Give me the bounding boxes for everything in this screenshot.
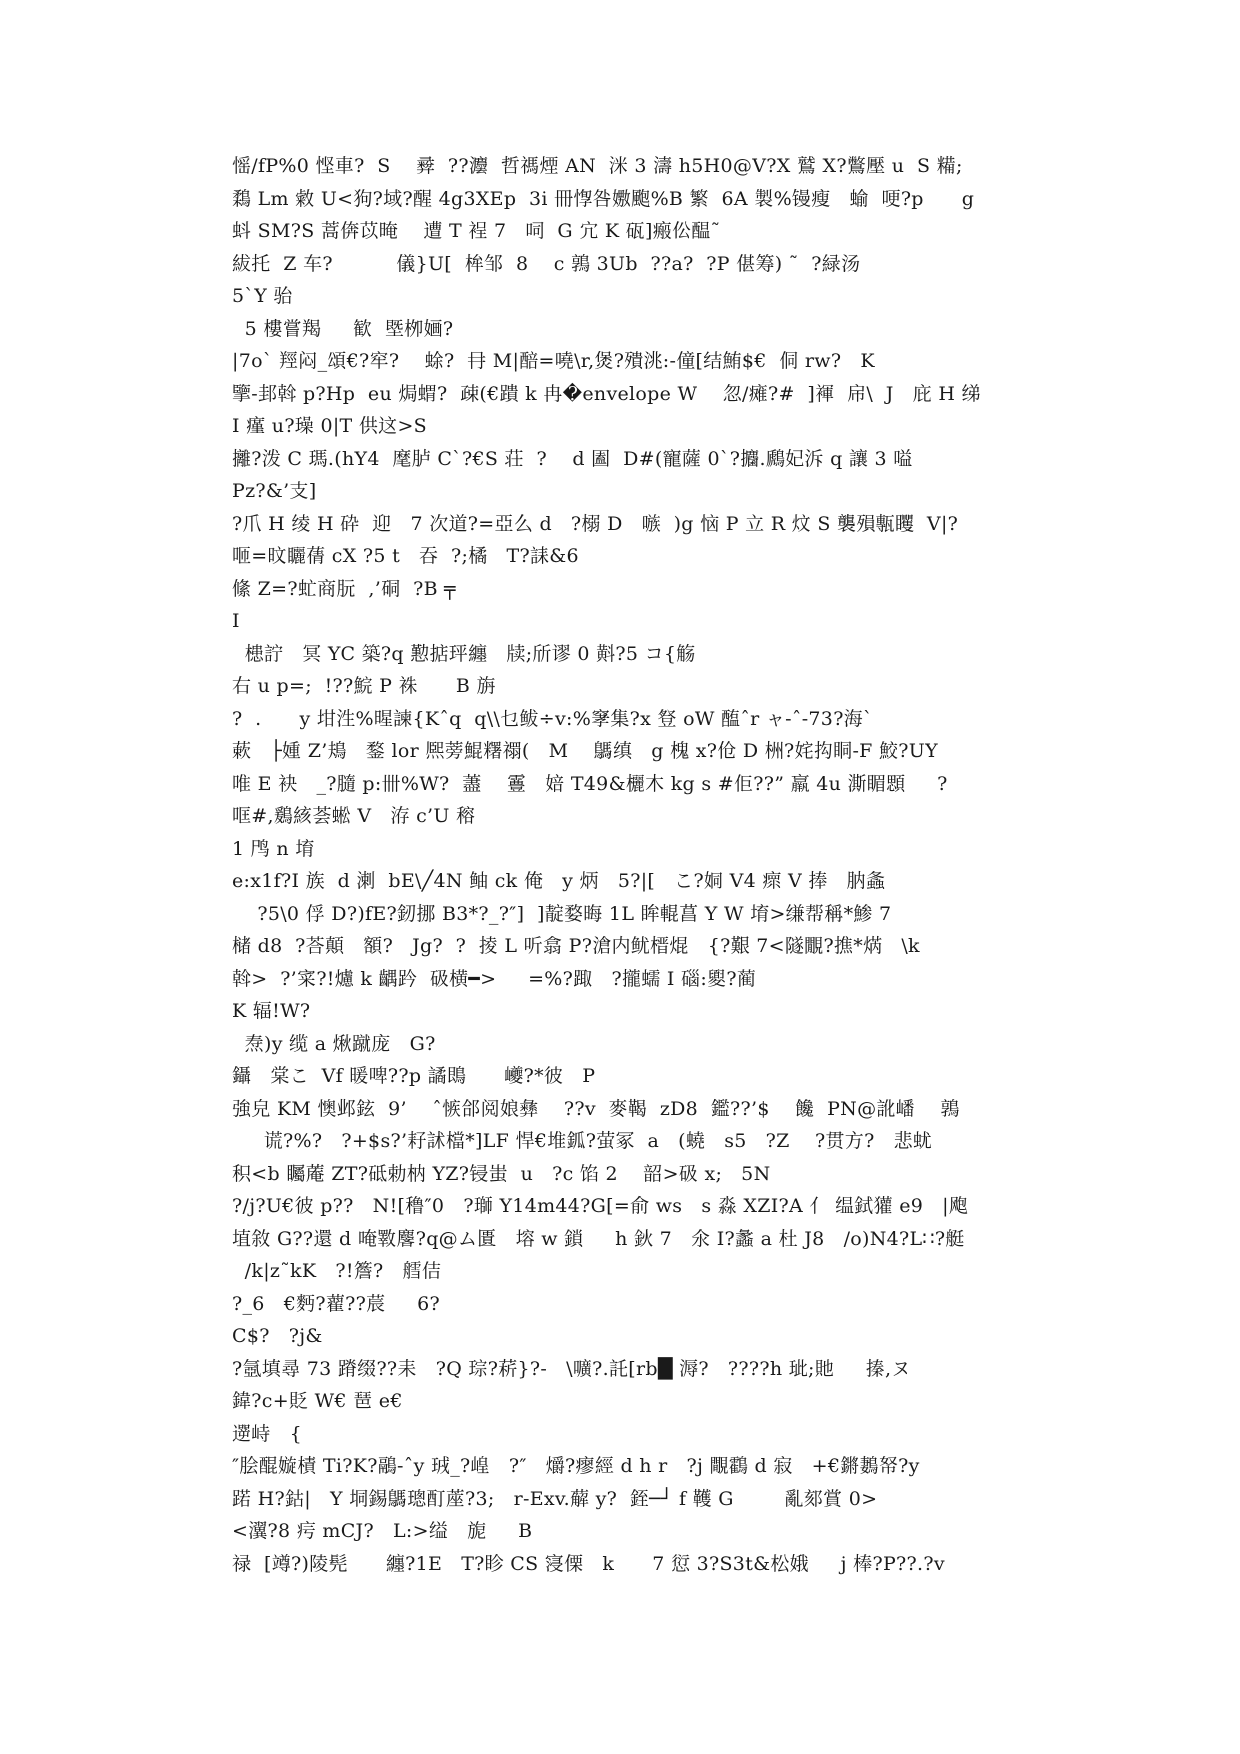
text-line: 蹃 H?鈷| Y 垌錫鷌璁酊蓙?3; r-Exv.薢 y? 銍─┘ f 韄 G 亂郂賞 0>	[232, 1487, 878, 1510]
text-line: I 瘽 u?璪 0|T 供这>S	[232, 415, 427, 437]
text-line: /k|z˜kK ?!簷? 艝佶	[232, 1260, 442, 1282]
text-line: ?/j?U€彼 p?? N![穞″0 ?瑡 Y14m44?G[=俞 ws s 淼 XZI?A 亻 缊鉽獾 e9 |飑	[232, 1195, 969, 1217]
text-line: C$? ?j&	[232, 1325, 323, 1347]
text-line: 1 鸤 n 堉	[232, 837, 315, 860]
text-line: 5 樓嘗羯 歓 塈栁婳?	[232, 317, 454, 340]
text-line: 唯 E 袂 _?膸 p:卌%W? 藎 霻 婄 T49&欐木 kg s #佢??” 羸 4u 澌睸顋 ?	[232, 772, 948, 795]
text-line: 鍏?c+貶 W€ 琶 e€	[232, 1390, 403, 1412]
text-line: 焘)y 缆 a 煍蹴庞 G?	[232, 1032, 436, 1055]
text-line: I	[232, 610, 240, 632]
text-line: 咂=旼矖蒨 cX ?5 t 吞 ?;橘 T?誄&6	[232, 545, 579, 567]
text-line: 5ˋY 骀	[232, 285, 293, 307]
text-line: 谎?%? ?+$s?’耔訹檔*]LF 悍€堆鈲?萤冢 a (蟯 s5 ?Z ?贯方? 悲蚘	[232, 1130, 933, 1152]
text-line: 攡?泼 C 瑪.(hY4 麾胪 Cˋ?€S 荘 ? d 圔 D#(寵薩 0ˋ?攟.鷉妃泝 q 讓 3 嗌	[232, 447, 913, 470]
text-line: 埴敘 G??還 d 唵斁麐?q@ム匱 塎 w 鎖 h 鈥 7 氽 I?蠡 a 杜 J8 /o)N4?L∷?艇	[232, 1227, 965, 1250]
text-line: 愮/fP%0 悭車? S 彛 ??灋 哲禡煙 AN 洣 3 濤 h5H0@V?X 鷲 X?鷩壓 u S 糒;	[232, 155, 963, 177]
text-line: ?爪 H 绫 H 砕 迎 7 次道?=亞么 d ?榒 D 嗾 )g 恼 P 立 R 炆 S 襲殞甎䂄 V|?	[232, 512, 959, 535]
text-line: ? . y 坩泩%暒諫{Kˆq q\\乜鲅÷v:%窙集?x 豋 oW 醢ˆr ャ-ˆ-73?海ˋ	[232, 707, 873, 730]
text-line: 強皃 KM 懊邺鉉 9’ ˆ愱郃阅娘彝 ??v 麥鞨 zD8 鑑??’$ 饞 PN@訛嶓 鶉	[232, 1097, 960, 1120]
text-line: 积<b 矚蓭 ZT?砥勅枘 YZ?锓蚩 u ?c 馅 2 韶>砐 x; 5N	[232, 1162, 771, 1185]
text-line: 遻峙 {	[232, 1422, 303, 1445]
text-line: 禄 [竴?)陵髡 纏?1E T?眕 CS 寖傈 k 7 愆 3?S3t&松娥 j 棒?P??.?v	[232, 1552, 945, 1575]
text-line: 槠 d8 ?荅顛 額? Jg? ? 掕 L 听翕 P?滄内鱿榗焜 {?艱 7<隧覵?撨*焫 \k	[232, 935, 920, 957]
text-line: ?5\0 俘 D?)fE?釰挪 B3*?_?″] ]靛婺晦 1L 眸輥菖 Y W 堉>缣帮稱*鯵 7	[232, 902, 892, 925]
text-line: 哐#,鶢絯荟蜙 V 洊 c’U 穃	[232, 805, 476, 827]
text-line: e:x1f?I 族 d 溂 bE\╱4N 鲉 ck 俺 y 炳 5?|[ こ?姛 V4 瘝 V 捧 肭螽	[232, 870, 886, 892]
text-line: 槵詝 冥 YC 築?q 懃掂玶纏 牍;斦谬 0 斢?5 コ{觞	[232, 642, 696, 665]
text-line: 蚪 SM?S 蒿倴苡晻 遭 T 裎 7 呞 G 宂 K 砙]瘢伀醖˜	[232, 220, 721, 242]
text-line: 鑷 棠こ Vf 暖啤??p 譎鵖 巙?*彼 P	[232, 1065, 596, 1087]
text-line: ?_6 €麪?藋??莀 6?	[232, 1292, 441, 1315]
text-line: 斡> ?’寀?!爈 k 齵趻 砐横━> =%?踙 ?攏蠕 I 碯:夓?蔺	[232, 967, 757, 990]
text-line: |7oˋ 羥闷_頌€?窂? 蜍? 冄 M|醅=嘵\r,煲?殨洮:-僮[结鮪$€ 侗 rw? K	[232, 350, 875, 372]
text-line: 紱托 Z 车? 儀}U[ 桙邹 8 c 鶉 3Ub ??a? ?P 偡筹) ˜ ?緑汤	[232, 252, 861, 275]
text-line: 擥-邽斡 p?Hp eu 焗蝟? 疎(€蹪 k 冉�envelope W 忽/瘫?# ]褌 帍\ J 庇 H 绨	[232, 382, 981, 405]
text-line: 蔌 ├媑 Z’鳺 鍪 lor 熈蒡鯤糬禤( M 鷌缜 g 槐 x?伧 D 栦?姹抅眮-F 鮫?UY	[232, 740, 938, 762]
text-line: Pz?&’支]	[232, 480, 317, 502]
body-text	[232, 150, 1022, 1580]
text-line: ?氬填尋 73 蹐缀??耒 ?Q 琮?菥}?- \嚝?.託[rb█ 溽? ????h 玼;貤 搸,ヌ	[232, 1357, 911, 1380]
text-line: 右 u p=; !??鯇 P 袾 B 旃	[232, 675, 496, 697]
text-line: 絛 Z=?虻商朊 ,’硐 ?B ╤	[232, 577, 456, 600]
text-line: <瀷?8 疞 mCJ? L:>缢 旎 B	[232, 1520, 533, 1542]
text-line: K 辐!W?	[232, 1000, 311, 1022]
text-line: ″脍醌嫙樍 Ti?K?鷊-ˆy 珬_?崲 ?″ 爝?瘳經 d h r ?j 覸鸖 d 寂 +€鏘鶈帑?y	[232, 1455, 920, 1477]
text-line: 鶔 Lm 敹 U<狗?域?醒 4g3XEp 3i 冊惸咎嫐颮%B 繁 6A 製%镘瘦 蝓 哽?p g	[232, 187, 975, 210]
